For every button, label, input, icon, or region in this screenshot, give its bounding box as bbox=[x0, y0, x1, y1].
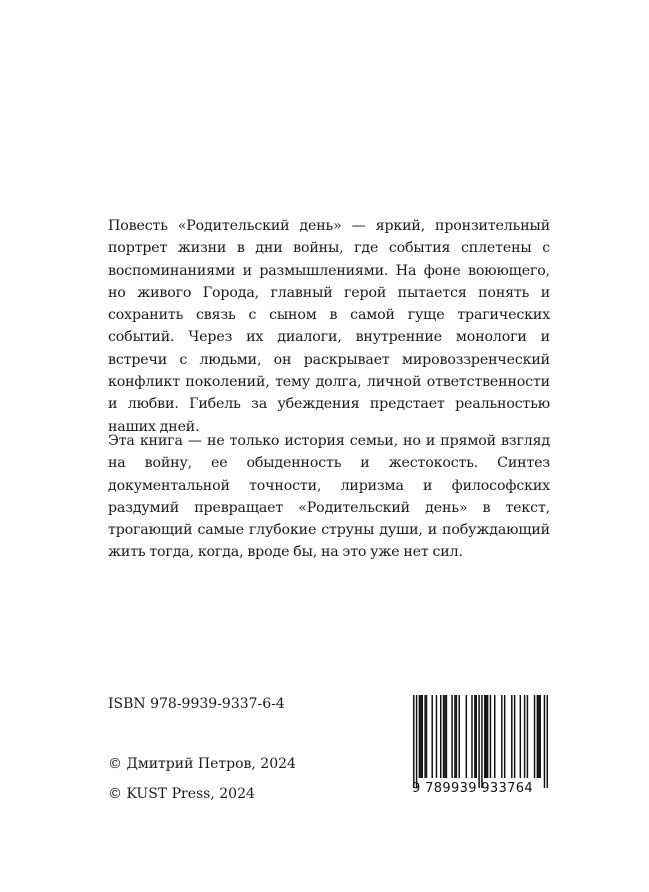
barcode-digits: 9 789939 933764 bbox=[412, 781, 534, 796]
barcode-bar bbox=[474, 695, 475, 778]
barcode-bar bbox=[456, 695, 457, 778]
barcode-bar bbox=[494, 695, 495, 778]
barcode-bar bbox=[481, 695, 482, 788]
barcode-bar bbox=[440, 695, 441, 778]
description-paragraph-1 bbox=[108, 215, 550, 438]
barcode-bar bbox=[534, 695, 535, 778]
barcode-bar bbox=[413, 695, 414, 788]
barcode-bar bbox=[478, 695, 479, 788]
barcode-bar bbox=[419, 695, 420, 778]
barcode-bar bbox=[446, 695, 447, 778]
barcode-bar bbox=[424, 695, 425, 778]
copyright-publisher: © KUST Press, 2024 bbox=[108, 786, 255, 802]
barcode-bar bbox=[476, 695, 477, 778]
barcode-bar bbox=[485, 695, 486, 778]
barcode-bar bbox=[443, 695, 444, 778]
paragraph-text: Эта книга — не только история семьи, но и прямой взгляд на войну, ее обыденность и жестокость. Синтез документальной точности, лиризма и философских раздумий превращает «Родительский день» в текст, трогающий самые глубокие струны души, и побуждающий жить тогда, когда, вроде бы, на это уже нет сил. bbox=[108, 433, 550, 561]
barcode-bar bbox=[501, 695, 502, 778]
isbn-line: ISBN 978-9939-9337-6-4 bbox=[108, 696, 285, 712]
barcode-bar bbox=[436, 695, 437, 778]
barcode-bar bbox=[458, 695, 459, 778]
barcode-bar bbox=[444, 695, 445, 778]
barcode-bar bbox=[539, 695, 540, 778]
barcode-bar bbox=[490, 695, 491, 778]
copyright-author: © Дмитрий Петров, 2024 bbox=[108, 756, 296, 772]
barcode-bar bbox=[524, 695, 525, 778]
barcode-bar bbox=[511, 695, 512, 778]
barcode-bar bbox=[538, 695, 539, 778]
barcode-bar bbox=[520, 695, 521, 778]
barcode-bar bbox=[547, 695, 548, 788]
barcode-bar bbox=[431, 695, 432, 778]
barcode-bar bbox=[504, 695, 505, 778]
barcode-bar bbox=[471, 695, 472, 778]
barcode-bar bbox=[527, 695, 528, 778]
barcode-bar bbox=[454, 695, 455, 778]
barcode-bar bbox=[420, 695, 421, 778]
barcode-bar bbox=[537, 695, 538, 778]
barcode-bar bbox=[426, 695, 427, 778]
barcode-bar bbox=[514, 695, 515, 778]
barcode-bar bbox=[466, 695, 467, 778]
barcode-bar bbox=[416, 695, 417, 788]
barcode-bar bbox=[487, 695, 488, 778]
barcode-bar bbox=[451, 695, 452, 778]
barcode-bar bbox=[484, 695, 485, 778]
description-paragraph-2 bbox=[108, 430, 550, 564]
barcode-bar bbox=[544, 695, 545, 788]
paragraph-text: Повесть «Родительский день» — яркий, пронзительный портрет жизни в дни войны, где события сплетены с воспоминаниями и размышлениями. На фоне воюющего, но живого Города, главный герой пытается понять и сохранить связь с сыном в самой гуще трагических событий. Через их диалоги, внутренние монологи и встречи с людьми, он раскрывает мировоззренческий конфликт поколений, тему долга, личной ответственности и любви. Гибель за убеждения предстает реальностью наших дней. bbox=[108, 218, 550, 435]
barcode-bar bbox=[422, 695, 423, 778]
